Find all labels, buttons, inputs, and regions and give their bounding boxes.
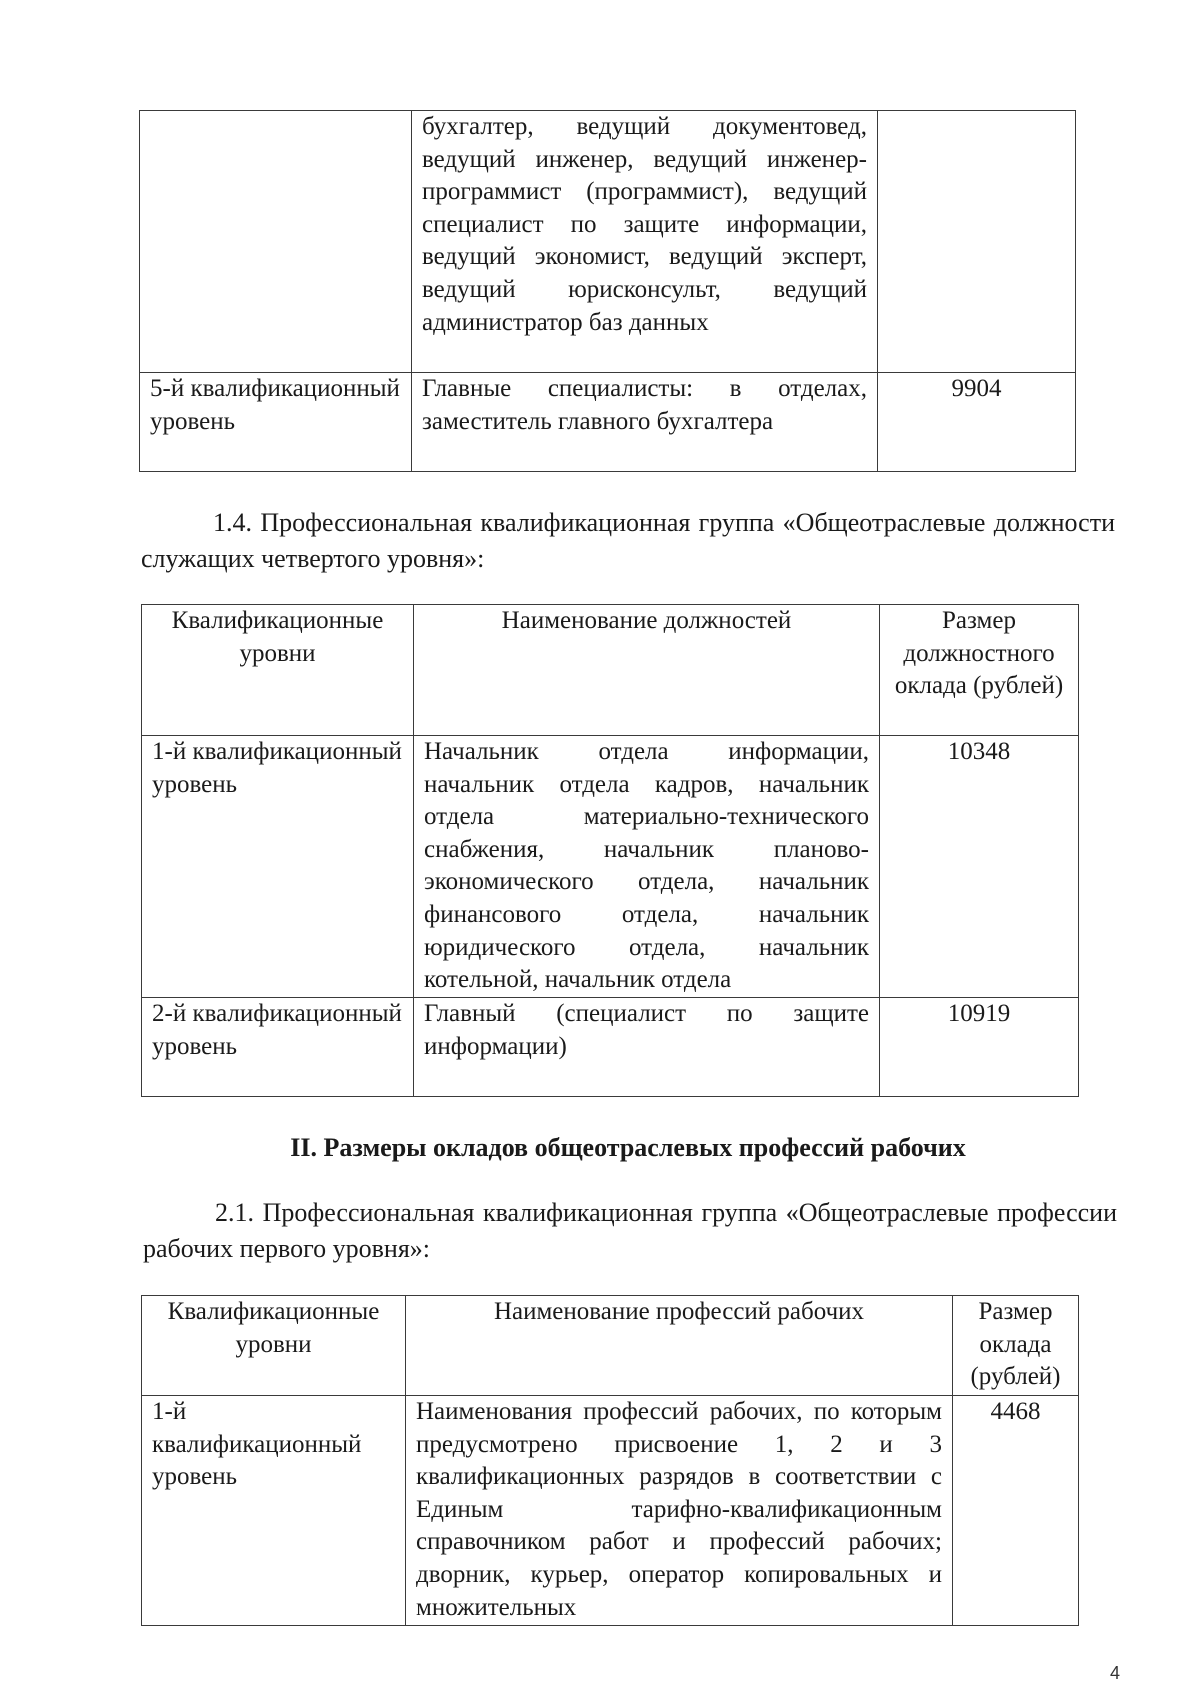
- level-cell: 2-й квалификационный уровень: [142, 998, 414, 1097]
- level-cell: 1-й квалификационный уровень: [142, 736, 414, 998]
- section-title: II. Размеры окладов общеотраслевых профессий рабочих: [290, 1133, 966, 1162]
- level-cell: [140, 111, 412, 373]
- table-continued: [139, 110, 1076, 472]
- table-row: [142, 998, 1079, 1097]
- table-header-row: [142, 1296, 1079, 1396]
- header-levels: Квалификационные уровни: [142, 1296, 406, 1396]
- page-number: 4: [1110, 1663, 1121, 1683]
- header-positions: Наименование должностей: [414, 605, 880, 736]
- table-row: [140, 111, 1076, 373]
- salary-cell: 9904: [878, 373, 1076, 472]
- table-workers-group-1: [141, 1295, 1079, 1626]
- table-row: [142, 1396, 1079, 1626]
- positions-cell: Главные специалисты: в отделах, заместитель главного бухгалтера: [412, 373, 878, 472]
- table-group-4: [141, 604, 1079, 1097]
- header-levels: Квалификационные уровни: [142, 605, 414, 736]
- positions-cell: бухгалтер, ведущий документовед, ведущий инженер, ведущий инженер-программист (программист), ведущий специалист по защите информации, ведущий экономист, ведущий эксперт, ведущий юрисконсульт, ведущий администратор баз данных: [412, 111, 878, 373]
- salary-cell: 10348: [880, 736, 1079, 998]
- salary-cell: 10919: [880, 998, 1079, 1097]
- table-row: [142, 736, 1079, 998]
- positions-cell: Главный (специалист по защите информации): [414, 998, 880, 1097]
- header-salary: Размер должностного оклада (рублей): [880, 605, 1079, 736]
- level-cell: 1-й квалификационный уровень: [142, 1396, 406, 1626]
- salary-cell: [878, 111, 1076, 373]
- level-cell: 5-й квалификационный уровень: [140, 373, 412, 472]
- table-header-row: [142, 605, 1079, 736]
- positions-cell: Наименования профессий рабочих, по которым предусмотрено присвоение 1, 2 и 3 квалификационных разрядов в соответствии с Единым тарифно-квалификационным справочником работ и профессий рабочих; дворник, курьер, оператор копировальных и множительных: [406, 1396, 953, 1626]
- header-positions: Наименование профессий рабочих: [406, 1296, 953, 1396]
- header-salary: Размер оклада (рублей): [953, 1296, 1079, 1396]
- paragraph-1-4: 1.4. Профессиональная квалификационная группа «Общеотраслевые должности служащих четвертого уровня»:: [141, 508, 1115, 573]
- paragraph-2-1: 2.1. Профессиональная квалификационная группа «Общеотраслевые профессии рабочих первого уровня»:: [143, 1198, 1117, 1263]
- table-row: [140, 373, 1076, 472]
- salary-cell: 4468: [953, 1396, 1079, 1626]
- positions-cell: Начальник отдела информации, начальник отдела кадров, начальник отдела материально-технического снабжения, начальник планово-экономического отдела, начальник финансового отдела, начальник юридического отдела, начальник котельной, начальник отдела: [414, 736, 880, 998]
